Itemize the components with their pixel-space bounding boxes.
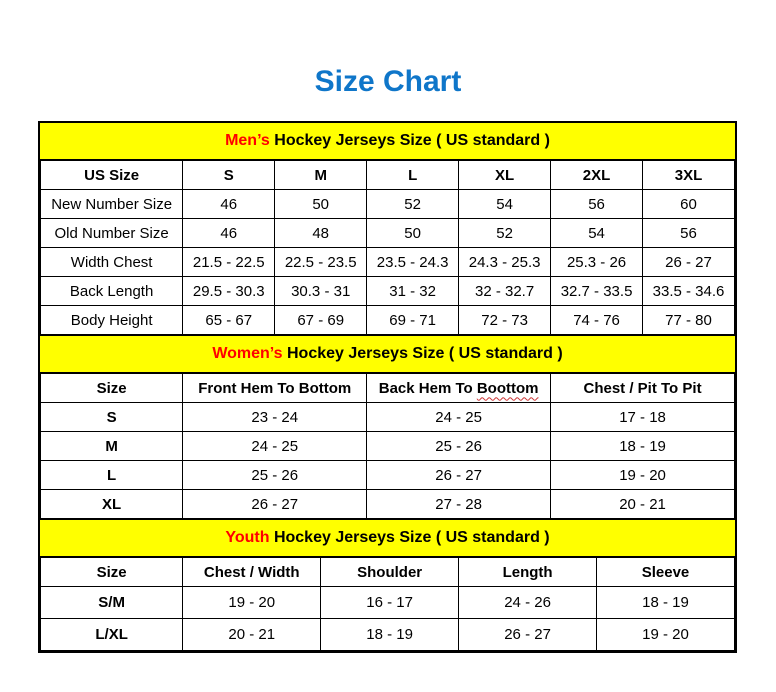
row-label: M (41, 432, 183, 461)
cell-value: 25 - 26 (367, 432, 551, 461)
section-header-highlight: Youth (225, 529, 270, 546)
cell-value: 33.5 - 34.6 (643, 277, 735, 306)
cell-value: 20 - 21 (183, 619, 321, 651)
table-row (41, 190, 735, 219)
cell-value: 65 - 67 (183, 306, 275, 335)
section-header-text: Hockey Jerseys Size ( US standard ) (269, 132, 550, 149)
cell-value: 46 (183, 190, 275, 219)
cell-value: 19 - 20 (597, 619, 735, 651)
section-header-text: Hockey Jerseys Size ( US standard ) (269, 529, 550, 546)
row-label: L (41, 461, 183, 490)
cell-value: 67 - 69 (275, 306, 367, 335)
cell-value: 56 (643, 219, 735, 248)
column-header: Front Hem To Bottom (183, 374, 367, 403)
cell-value: 25 - 26 (183, 461, 367, 490)
cell-value: 50 (275, 190, 367, 219)
column-header: Size (41, 558, 183, 587)
cell-value: 69 - 71 (367, 306, 459, 335)
cell-value: 30.3 - 31 (275, 277, 367, 306)
row-label: Body Height (41, 306, 183, 335)
size-chart-tables (38, 121, 737, 653)
row-label: Width Chest (41, 248, 183, 277)
column-header: US Size (41, 161, 183, 190)
cell-value: 25.3 - 26 (551, 248, 643, 277)
cell-value: 26 - 27 (183, 490, 367, 519)
cell-value: 18 - 19 (321, 619, 459, 651)
cell-value: 16 - 17 (321, 587, 459, 619)
table-row (41, 432, 735, 461)
cell-value: 74 - 76 (551, 306, 643, 335)
cell-value: 24.3 - 25.3 (459, 248, 551, 277)
column-header: 2XL (551, 161, 643, 190)
cell-value: 54 (459, 190, 551, 219)
row-label: L/XL (41, 619, 183, 651)
cell-value: 60 (643, 190, 735, 219)
cell-value: 29.5 - 30.3 (183, 277, 275, 306)
cell-value: 48 (275, 219, 367, 248)
cell-value: 18 - 19 (597, 587, 735, 619)
table-row (41, 461, 735, 490)
page-title: Size Chart (314, 65, 462, 98)
cell-value: 24 - 25 (367, 403, 551, 432)
row-label: Back Length (41, 277, 183, 306)
cell-value: 17 - 18 (551, 403, 735, 432)
row-label: S (41, 403, 183, 432)
section-header-text: Hockey Jerseys Size ( US standard ) (282, 345, 563, 362)
column-header: Back Hem To Boottom (367, 374, 551, 403)
table-row (41, 587, 735, 619)
cell-value: 24 - 25 (183, 432, 367, 461)
row-label: Old Number Size (41, 219, 183, 248)
column-header-row (41, 558, 735, 587)
table-row (41, 619, 735, 651)
cell-value: 54 (551, 219, 643, 248)
column-header: 3XL (643, 161, 735, 190)
column-header: Size (41, 374, 183, 403)
column-header: Sleeve (597, 558, 735, 587)
cell-value: 52 (367, 190, 459, 219)
row-label: XL (41, 490, 183, 519)
column-header: Length (459, 558, 597, 587)
cell-value: 72 - 73 (459, 306, 551, 335)
table-row (41, 219, 735, 248)
youth-table (40, 557, 735, 651)
cell-value: 26 - 27 (367, 461, 551, 490)
table-row (41, 248, 735, 277)
womens-table (40, 373, 735, 519)
row-label: S/M (41, 587, 183, 619)
column-header: S (183, 161, 275, 190)
table-row (41, 306, 735, 335)
cell-value: 23.5 - 24.3 (367, 248, 459, 277)
youth-section-header (40, 519, 735, 557)
section-header-highlight: Men’s (225, 132, 270, 149)
mens-table (40, 160, 735, 335)
mens-section (40, 123, 735, 335)
cell-value: 18 - 19 (551, 432, 735, 461)
cell-value: 22.5 - 23.5 (275, 248, 367, 277)
column-header-row (41, 161, 735, 190)
cell-value: 21.5 - 22.5 (183, 248, 275, 277)
mens-section-header (40, 123, 735, 160)
column-header: XL (459, 161, 551, 190)
cell-value: 32 - 32.7 (459, 277, 551, 306)
column-header-row (41, 374, 735, 403)
cell-value: 56 (551, 190, 643, 219)
cell-value: 23 - 24 (183, 403, 367, 432)
column-header: L (367, 161, 459, 190)
table-row (41, 277, 735, 306)
column-header: M (275, 161, 367, 190)
cell-value: 27 - 28 (367, 490, 551, 519)
cell-value: 26 - 27 (643, 248, 735, 277)
cell-value: 31 - 32 (367, 277, 459, 306)
section-header-highlight: Women’s (212, 345, 283, 362)
cell-value: 32.7 - 33.5 (551, 277, 643, 306)
youth-section (40, 519, 735, 651)
cell-value: 50 (367, 219, 459, 248)
cell-value: 52 (459, 219, 551, 248)
table-row (41, 490, 735, 519)
column-header: Chest / Pit To Pit (551, 374, 735, 403)
row-label: New Number Size (41, 190, 183, 219)
cell-value: 26 - 27 (459, 619, 597, 651)
cell-value: 77 - 80 (643, 306, 735, 335)
womens-section (40, 335, 735, 519)
cell-value: 24 - 26 (459, 587, 597, 619)
column-header: Shoulder (321, 558, 459, 587)
cell-value: 46 (183, 219, 275, 248)
table-row (41, 403, 735, 432)
column-header: Chest / Width (183, 558, 321, 587)
cell-value: 19 - 20 (551, 461, 735, 490)
womens-section-header (40, 335, 735, 373)
cell-value: 19 - 20 (183, 587, 321, 619)
misspelled-word: Boottom (476, 379, 539, 397)
cell-value: 20 - 21 (551, 490, 735, 519)
